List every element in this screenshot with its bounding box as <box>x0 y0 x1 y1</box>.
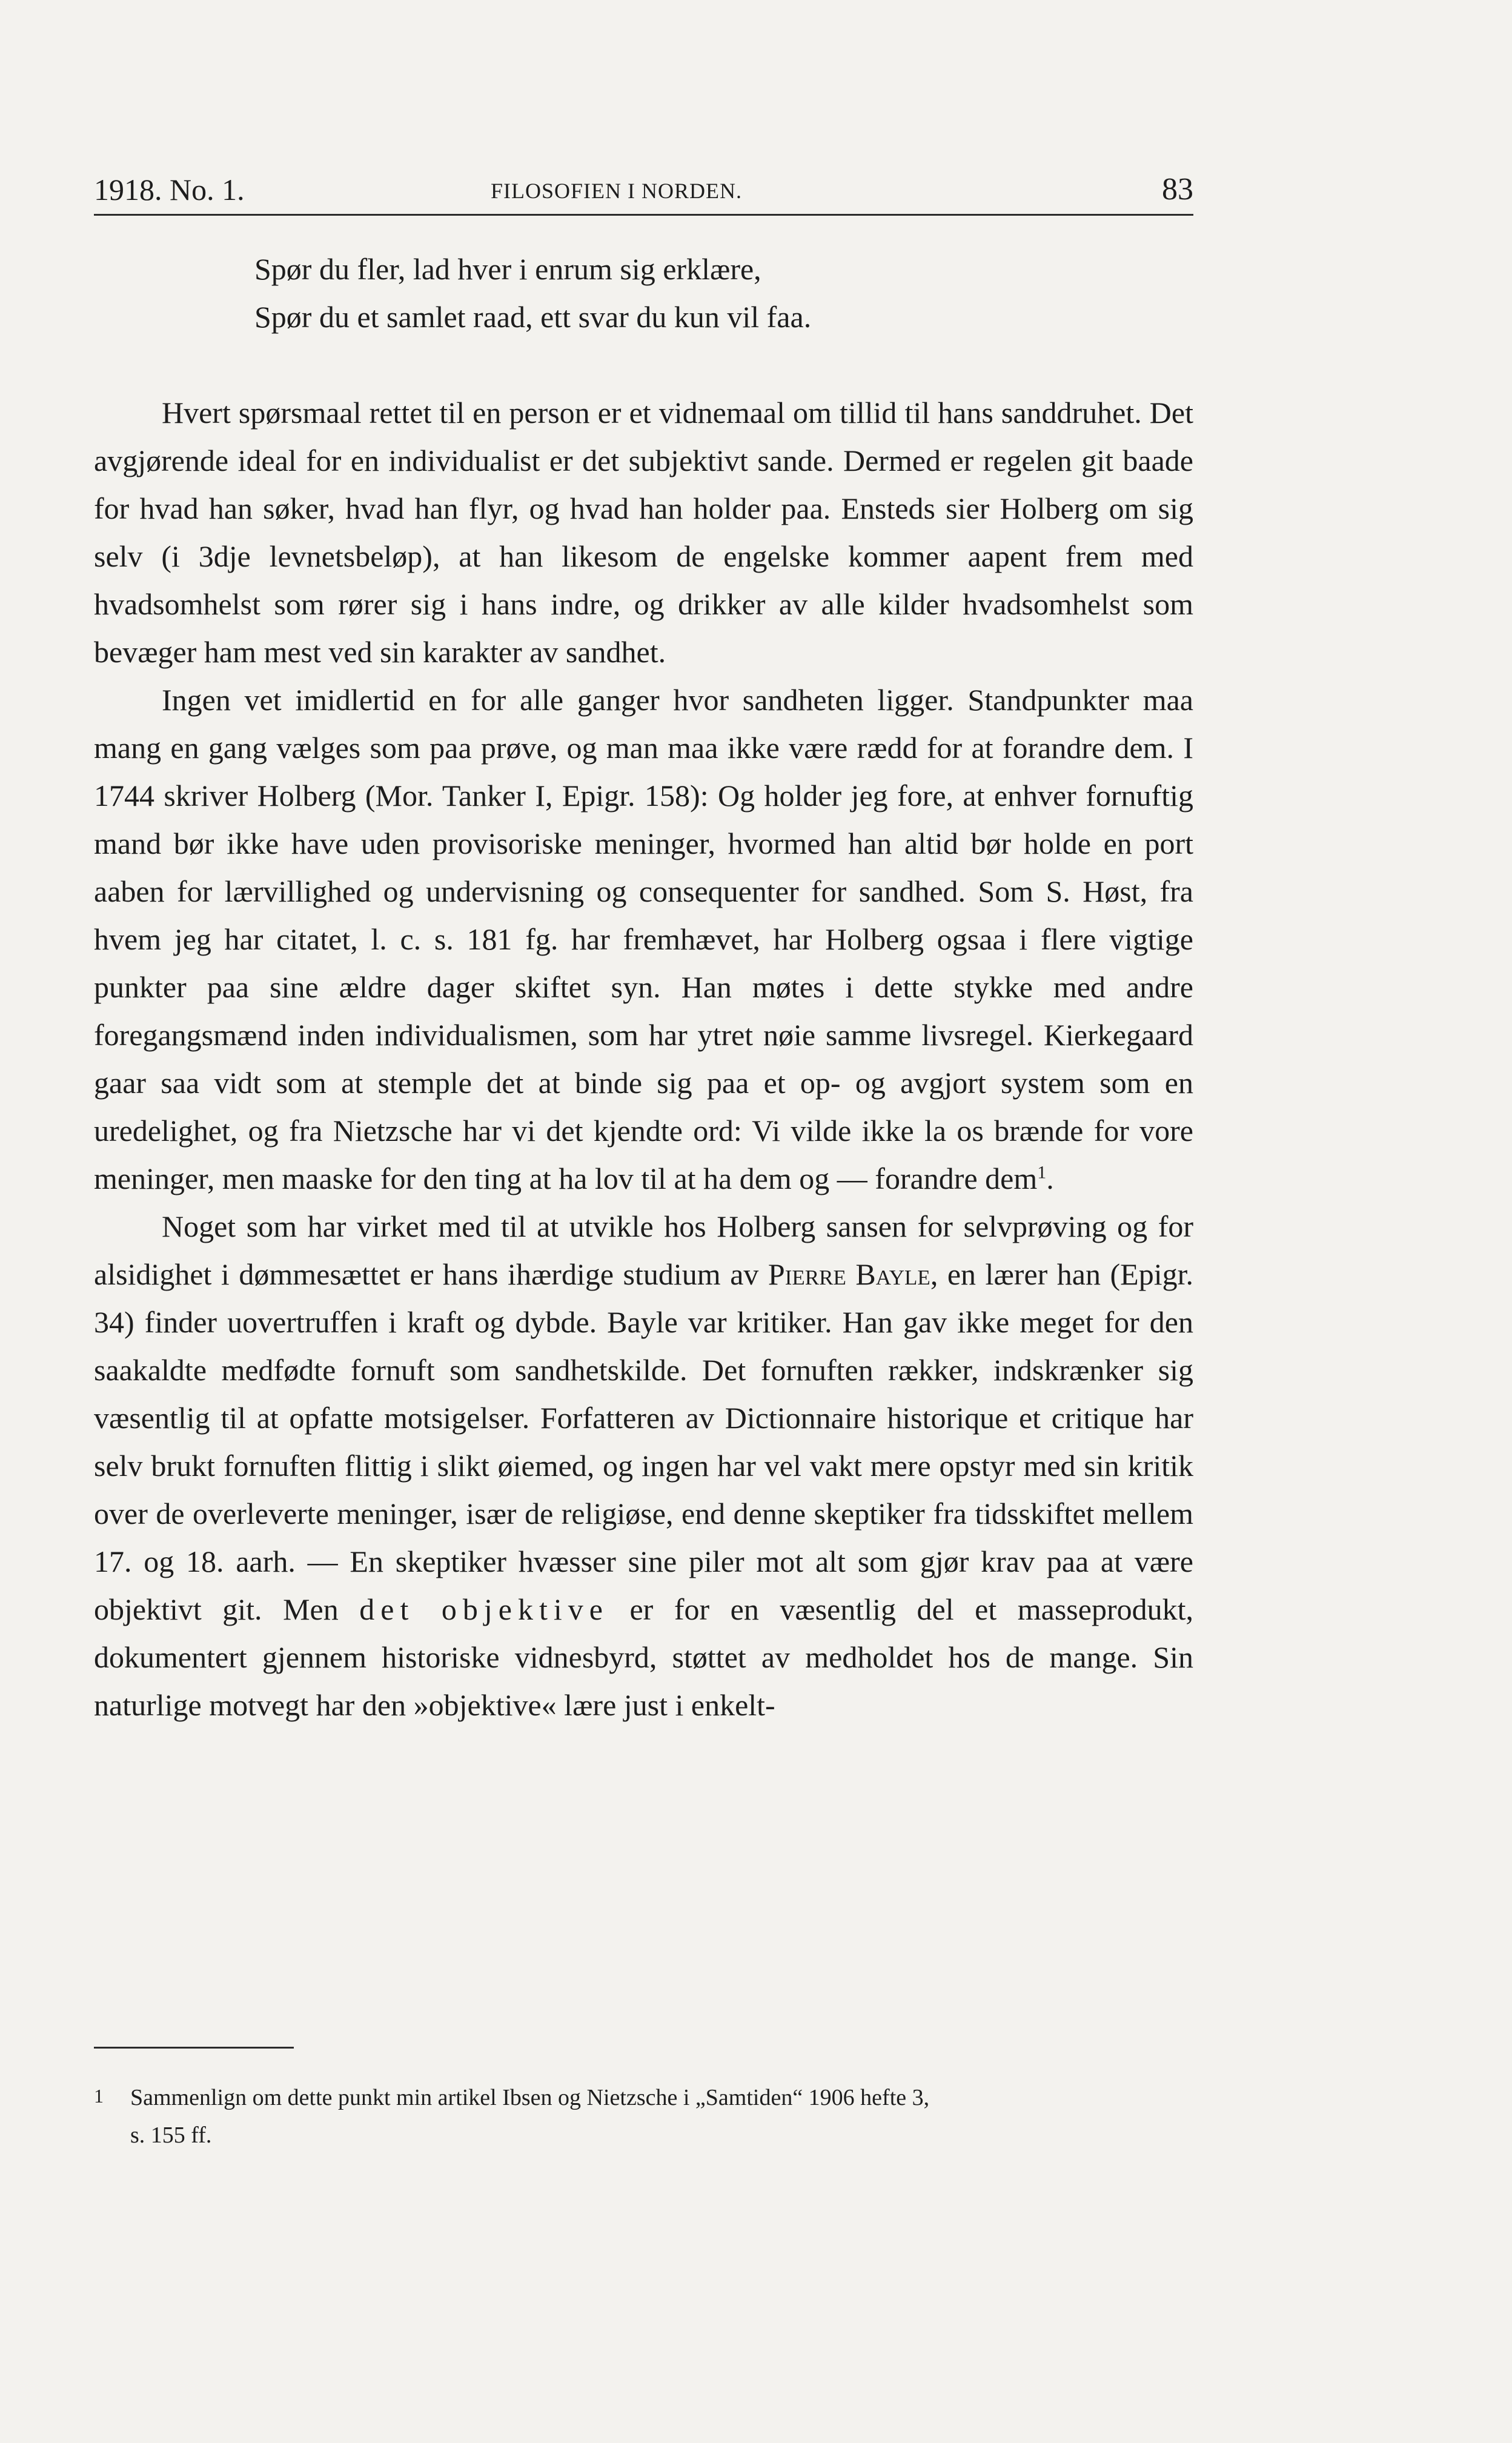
author-name-small-caps: Pierre Bayle <box>768 1257 930 1291</box>
footnote-line-1 <box>94 2077 1193 2116</box>
page-number: 83 <box>1162 172 1193 207</box>
verse-line-1: Spør du fler, lad hver i enrum sig erklære, <box>254 252 761 286</box>
emphasized-spaced-text: det objektive <box>359 1592 609 1626</box>
footnote-line-2: s. 155 ff. <box>130 2122 212 2148</box>
paragraph-1: Hvert spørsmaal rettet til en person er et vidnemaal om tillid til hans sanddruhet. Det avgjørende ideal for en individualist er det subjektivt sande. Dermed er regelen git baade for hvad han søker, hvad han flyr, og hvad han holder paa. Ensteds sier Holberg om sig selv (i 3dje levnetsbeløp), at han likesom de engelske kommer aapent frem med hvadsomhelst som rører sig i hans indre, og drikker av alle kilder hvadsomhelst som bevæger ham mest ved sin karakter av sandhet. <box>94 396 1193 669</box>
paragraph-3-part-2: , en lærer han (Epigr. 34) finder uovertruffen i kraft og dybde. Bayle var kritiker. Han gav ikke meget for den saakaldte medfødte fornuft som sandhetskilde. Det fornuften rækker, indskrænker sig væsentlig til at opfatte motsigelser. Forfatteren av Dictionnaire historique et critique har selv brukt fornuften flittig i slikt øiemed, og ingen har vel vakt mere opstyr med sin kritik over de overleverte meninger, især de religiøse, end denne skeptiker fra tidsskiftet mellem 17. og 18. aarh. — En skeptiker hvæsser sine piler mot alt som gjør krav paa at være objektivt git. Men <box>94 1257 1193 1626</box>
paragraph-2-end: . <box>1046 1162 1054 1195</box>
paragraph-3 <box>94 1203 1193 1729</box>
verse-line-2: Spør du et samlet raad, ett svar du kun vil faa. <box>254 300 812 334</box>
footnote-number: 1 <box>94 2085 104 2107</box>
paragraph-3-part-3: er for en væsentlig del et masseprodukt, dokumentert gjennem historiske vidnesbyrd, støttet av medholdet hos de mange. Sin naturlige motvegt har den »objektive« lære just i enkelt- <box>94 1592 1193 1722</box>
paragraph-3-part-1: Noget som har virket med til at utvikle hos Holberg sansen for selvprøving og for alsidighet i dømmesættet er hans ihærdige studium av <box>94 1209 1193 1291</box>
volume-issue: 1918. No. 1. <box>94 173 245 207</box>
running-title: FILOSOFIEN I NORDEN. <box>491 179 742 203</box>
body-text <box>94 245 1193 1729</box>
verse-quote <box>254 245 1193 341</box>
footnote-rule <box>94 2047 294 2049</box>
footnote-text-1: Sammenlign om dette punkt min artikel Ibsen og Nietzsche i „Samtiden“ 1906 hefte 3, <box>130 2085 930 2110</box>
paragraph-2-text: Ingen vet imidlertid en for alle ganger hvor sandheten ligger. Standpunkter maa mang en gang vælges som paa prøve, og man maa ikke være rædd for at forandre dem. I 1744 skriver Holberg (Mor. Tanker I, Epigr. 158): Og holder jeg fore, at enhver fornuftig mand bør ikke have uden provisoriske meninger, hvormed han altid bør holde en port aaben for lærvillighed og undervisning og consequenter for sandhed. Som S. Høst, fra hvem jeg har citatet, l. c. s. 181 fg. har fremhævet, har Holberg ogsaa i flere vigtige punkter paa sine ældre dager skiftet syn. Han møtes i dette stykke med andre foregangsmænd inden individualismen, som har ytret nøie samme livsregel. Kierkegaard gaar saa vidt som at stemple det at binde sig paa et op- og avgjort system som en uredelighet, og fra Nietzsche har vi det kjendte ord: Vi vilde ikke la os brænde for vore meninger, men maaske for den ting at ha lov til at ha dem og — forandre dem <box>94 683 1193 1195</box>
running-header <box>94 162 1193 217</box>
footnote-reference[interactable]: 1 <box>1037 1162 1047 1183</box>
footnote <box>94 2077 1193 2154</box>
header-rule <box>94 214 1193 216</box>
paragraph-2 <box>94 676 1193 1203</box>
